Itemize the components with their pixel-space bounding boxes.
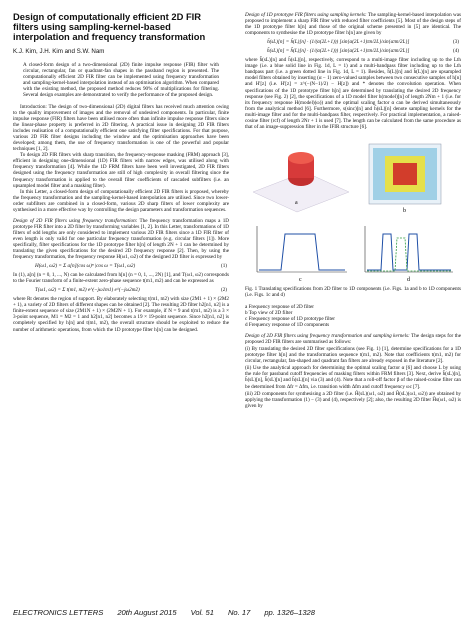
panel-b-label: b	[403, 207, 406, 214]
footer-pages: pp. 1326–1328	[264, 608, 316, 617]
equation-2-number: (2)	[221, 287, 227, 294]
equation-2-after: where Rt denotes the region of support. By elaborately selecting t(m1, m2) with size (2M1 + 1) × (2M2 + 1), a variety of 2D filters of different shapes can be obtained [2]. The resulting 2D filter h2[n1, n2] is a finite-extent sequence of size (2M1N + 1) × (2M2N + 1). For example, if N = 9 and t(m1, m2) is a 3 × 3-point sequence, M1 = M2 = 1 and h2[n1, n2] becomes a 19 × 19-point sequence. Since h2[n1, n2] is completely specified by h[n] and t(m1, m2), the overall structure should be exploited to reduce the number of arithmetic operations, from which the 1D prototype filter h[n] can be designed.	[13, 296, 229, 333]
section-2-heading: Design of 1D prototype FIR filters using sampling kernels:	[245, 12, 367, 18]
footer-journal: ELECTRONICS LETTERS	[13, 608, 104, 617]
figure-1-caption: Fig. 1 Translating specifications from 2D filter to 1D components (i.e. Figs. 1a and b to 1D components (i.e. Figs. 1c and d)	[245, 285, 461, 298]
intro-paragraph-3: In this Letter, a closed-form design of computationally efficient 2D FIR filters is proposed, whereby the frequency transformation and the sampling-kernel-based interpolation are utilised. Since two lower-order subfilters are combined in a closed-form, various 2D sharp filters of lower complexity are synthesised in a more effective way by controlling the design parameters and transformation sequences.	[13, 188, 229, 213]
section-3	[245, 333, 461, 345]
panel-b-passband	[393, 163, 417, 185]
section-2	[245, 12, 461, 36]
caption-line-b: b Top view of 2D filter	[245, 309, 293, 316]
equation-1-after: In (1), a[n] (n = 0, 1, ..., N) can be calculated from h[n] (n = 0, 1, ..., 2N) [1], and T(ω1, ω2) corresponds to the Fourier transform of a finite-extent zero-phase sequence t(m1, m2) and can be expressed as	[13, 272, 229, 285]
equation-4-body: h̃(sL)[n] = h̃(L)[n] · (1/(α(2L+1))) [sin{α(2L+1)πn/2L}/sin{απn/2L}]	[267, 48, 410, 55]
caption-line-a: a Frequency response of 2D filter	[245, 303, 314, 310]
paper-authors: K.J. Kim, J.H. Kim and S.W. Nam	[13, 47, 105, 55]
footer-number: No. 17	[227, 608, 251, 617]
equation-3	[245, 39, 461, 45]
footer-date: 20th August 2015	[117, 608, 177, 617]
caption-line-c: c Frequency response of 1D prototype filter	[245, 316, 335, 323]
figure-panel-b	[369, 144, 441, 214]
left-column	[13, 12, 229, 333]
intro-paragraph-2: To design 2D FIR filters with sharp transition, the frequency-response masking (FRM) approach [3], efficient in designing one-dimensional (1D) FIR filters with narrow edges, was utilised along with frequency transformation [4]. While the 1D FRM filters have been well investigated, 2D FIR filters designed using the frequency transformation are still of high complexity in overall filtering since the frequency transformation is applied to the overall filter coefficients of cascaded subfilters (i.e. an upsampled model filter and a masking filter).	[13, 152, 229, 189]
section-1-heading: Design of 2D FIR filters using frequency transformation:	[13, 217, 138, 224]
equation-1-number: (1)	[221, 263, 227, 270]
panel-a-label: a	[295, 199, 298, 206]
journal-footer	[13, 608, 461, 617]
panel-c-label: c	[299, 276, 302, 283]
paper-title: Design of computationally efficient 2D FIR filters using sampling-kernel-based interpolation and frequency transformation	[13, 11, 206, 43]
section-3-heading: Design of 2D FIR filters using frequency transformation and sampling kernels:	[245, 333, 410, 340]
abstract: A closed-form design of a two-dimensional (2D) finite impulse response (FIR) filter with circular, rectangular, fan or quadrant-fan shapes in the passband region is presented. The computationally efficient 2D FIR filter can be implemented using frequency transformation and sampling-kernel-based interpolation instead of an optimisation algorithm. When compared with the existing method, the proposed method reduces 90% of multiplications for filtering. Several design examples are demonstrated to verify the performance of the proposed design.	[23, 61, 219, 98]
equations-explanation: where ĥ(sL)[n] and h̃(sL)[n], respectively, correspond to a multi-image filter including up to the Lth image (i.e. a blue solid line in Fig. 1d, L = 1) and a multi-bandpass filter including up to the Lth bandpass part (i.e. a green dotted line in Fig. 1d, L = 1). Besides, ĥ(L)[n] and h̃(L)[n] are upsampled model filters obtained by inserting (α − 1) zero-valued samples between two consecutive samples of h[n] and H'[z] (i.e. H'[z] = z^(−(N−1)/2) − H[z]) and * denotes the convolution operation. When specifications of the 1D prototype filter h[n] are determined by translating the desired 2D frequency response (see Fig. 2) [2], the specifications of a 1D model filter h(model)[n] of length 2Nm + 1 (i.e. for its frequency response H(model)(ω)) and the optimal scaling factor α can be derived simultaneously from the analytical method [6]. Furthermore, s(sinc)[n] and h̃(sL)[n] denote sampling kernels for the multi-image filter and for the multi-bandpass filter, respectively. For practical implementation, a raised-cosine filter (rcf) of length 2Nr + 1 is used [7]. The length can be calculated from the same procedure as that of an image-suppression filter in the IFIR structure [6].	[245, 57, 461, 130]
footer-volume: Vol. 51	[190, 608, 214, 617]
equation-1	[13, 263, 229, 269]
equation-2	[13, 287, 229, 293]
section-3-text: The design steps for the proposed 2D FIR filters are summarised as follows:	[245, 333, 461, 346]
caption-line-d: d Frequency response of 1D components	[245, 322, 330, 329]
panel-d-label: d	[407, 276, 410, 283]
section-2-text: The sampling-kernel-based interpolation was proposed to implement a sharp FIR filter with reduced filter coefficients [5]. Most of the design steps of the 1D prototype filter h[n] and those of the original scheme presented in [5] are identical. The components to synthesise the 1D prototype filter h[n] are given by	[245, 12, 461, 37]
intro-paragraph-1: Introduction: The design of two-dimensional (2D) digital filters has received much attention owing to the quality improvement of images and the removal of undesired components. In particular, finite impulse response (FIR) filters have been utilised more often than infinite impulse response filters since the linear-phase property is preferred in 2D filtering. A practical issue in designing 2D FIR filters includes realisation of a computationally efficient one satisfying filter specifications. For that purpose, various 2D FIR filter designs including the window and the optimisation approaches have been developed; among them, the use of frequency transformation is one of the powerful and popular techniques [1, 2].	[13, 103, 229, 153]
equation-1-body: H(ω1, ω2) = Σ a[n](cos ω)ⁿ |cos ω = T(ω1, ω2)	[35, 263, 136, 270]
equation-3-body: ĥ(sL)[n] = ĥ(L)[n] · (1/(α(2L+1))) [sin{α(2L+1)πn/2L}/sin{απn/2L}]	[267, 39, 410, 46]
section-1	[13, 218, 229, 260]
design-step-3: (iii) 2D components for synthesising a 2D filter (i.e. Ĥ(sL)(ω1, ω2) and H̃(sL)(ω1, ω2)) are obtained by applying the transformation (1) − (3) and (4), respectively [2]; also, the resulting 2D filter Ĥs(ω1, ω2) is given by	[245, 390, 461, 409]
right-column	[245, 12, 461, 409]
design-step-2: (ii) Use the analytical approach for determining the optimal scaling factor α [6] and choose L by using the rule for passband cutoff frequencies of masking filters within FRM filters [3]. Next, derive ĥ(sL)[n], h̃(sL)[n], ĥ(sL)[n] and h̃(sL)[n] via (3) and (4). Note that a roll-off factor β of the raised-cosine filter can be determined from Δfr = Δfm, i.e. transition width Δfm and cutoff frequency ωc [7].	[245, 365, 461, 390]
design-step-1: (i) By translating the desired 2D filter specifications (see Fig. 1) [1], determine specifications for a 1D prototype filter h[n] and the transformation sequence t(m1, m2). Note that coefficients t(m1, m2) for circular, rectangular, fan-shaped and quadrant fan filters are already exposed in the literature [2].	[245, 346, 461, 365]
equation-4	[245, 48, 461, 54]
equation-4-number: (4)	[453, 48, 459, 55]
panel-a-passband-cap	[288, 152, 314, 164]
section-1-text: The frequency transformation maps a 1D prototype FIR filter into a 2D filter by transforming variables [1, 2]. In this Letter, transformations of 1D filters of odd lengths are only considered to implement various 2D FIR filters since a 1D FIR filter of even length is only valid for one particular frequency transformation (e.g. circular filters [1]). More specifically, filter specifications for the 1D prototype filter h[n] of length 2N + 1 can be determined by translating the given specifications for the desired 2D frequency response [2]. Then, by using the frequency transformation, the frequency response H(ω1, ω2) of the designed 2D filter is expressed by	[13, 217, 229, 261]
figure-1	[245, 134, 461, 284]
equation-2-body: T(ω1, ω2) = Σ t(m1, m2) e^(−jω1m1) e^(−jω2m2)	[35, 287, 140, 294]
equation-3-number: (3)	[453, 39, 459, 46]
